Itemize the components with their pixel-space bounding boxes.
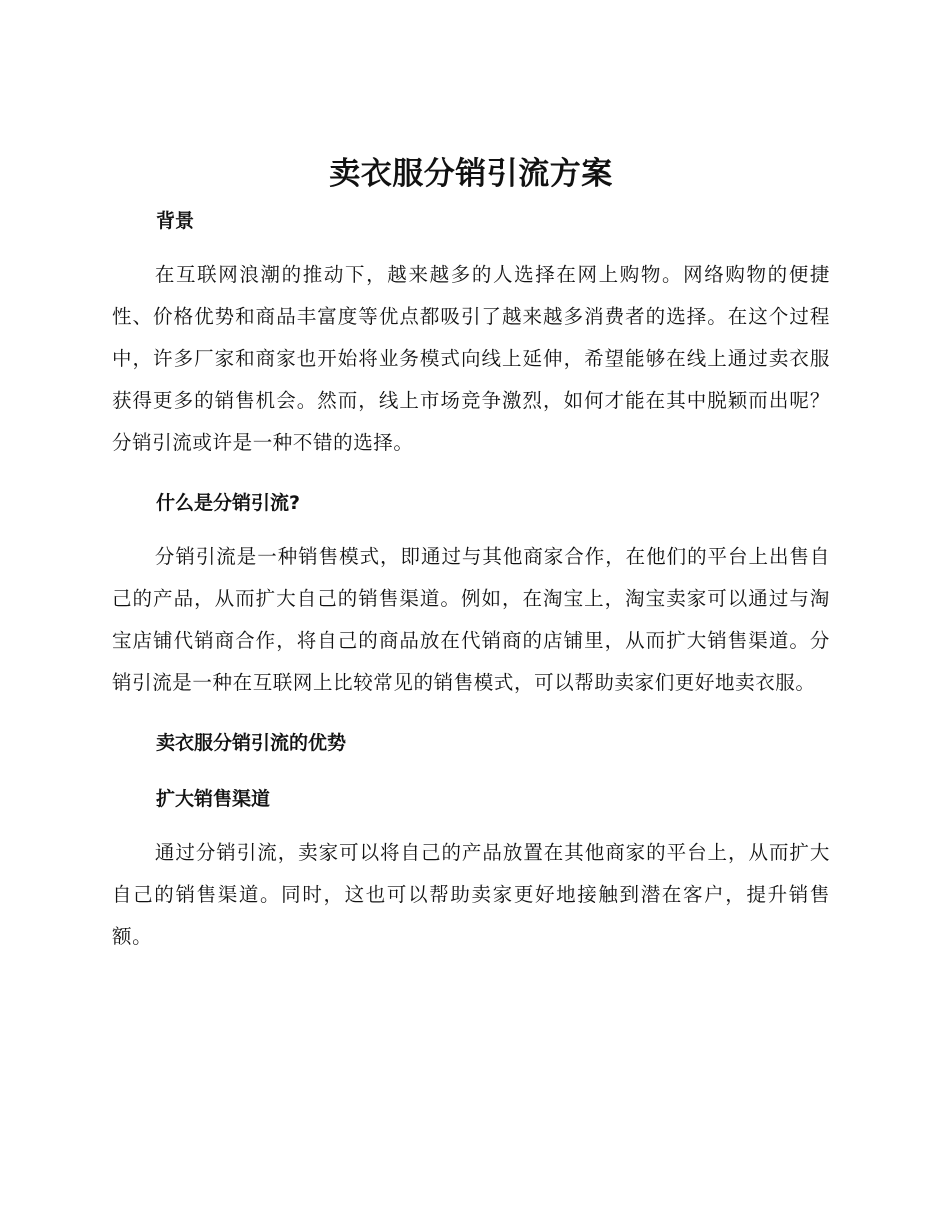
section-paragraph-expand-channels: 通过分销引流，卖家可以将自己的产品放置在其他商家的平台上，从而扩大自己的销售渠道。同时，这也可以帮助卖家更好地接触到潜在客户，提升销售额。 bbox=[112, 841, 830, 948]
section-heading-expand-channels: 扩大销售渠道 bbox=[156, 788, 271, 810]
document-page bbox=[112, 148, 830, 958]
document-title: 卖衣服分销引流方案 bbox=[329, 156, 613, 192]
section-heading-what-is: 什么是分销引流? bbox=[156, 492, 301, 514]
section-heading-background: 背景 bbox=[156, 210, 195, 232]
section-paragraph-background: 在互联网浪潮的推动下，越来越多的人选择在网上购物。网络购物的便捷性、价格优势和商品丰富度等优点都吸引了越来越多消费者的选择。在这个过程中，许多厂家和商家也开始将业务模式向线上延伸，希望能够在线上通过卖衣服获得更多的销售机会。然而，线上市场竞争激烈，如何才能在其中脱颖而出呢？分销引流或许是一种不错的选择。 bbox=[112, 263, 830, 454]
section-paragraph-what-is: 分销引流是一种销售模式，即通过与其他商家合作，在他们的平台上出售自己的产品，从而扩大自己的销售渠道。例如，在淘宝上，淘宝卖家可以通过与淘宝店铺代销商合作，将自己的商品放在代销商的店铺里，从而扩大销售渠道。分销引流是一种在互联网上比较常见的销售模式，可以帮助卖家们更好地卖衣服。 bbox=[112, 545, 830, 694]
section-heading-advantages: 卖衣服分销引流的优势 bbox=[156, 732, 347, 754]
